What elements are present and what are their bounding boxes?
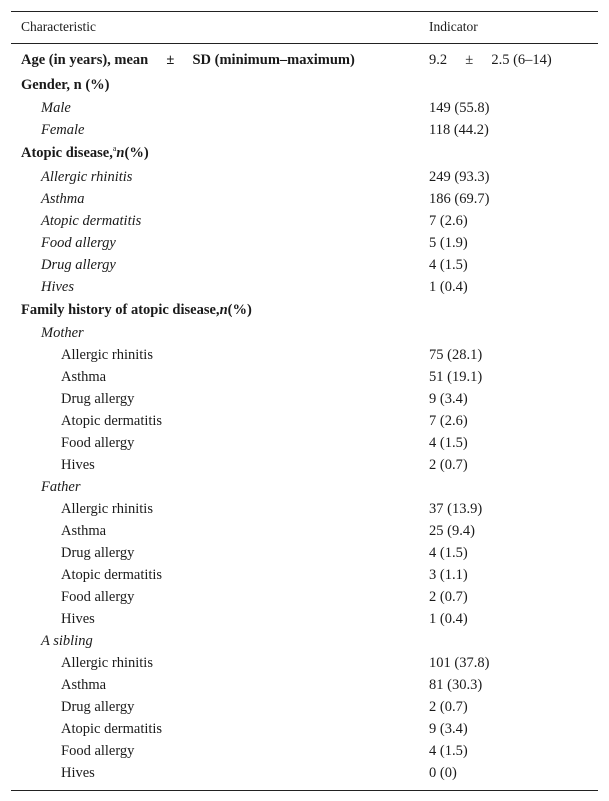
table-row: Food allergy 2 (0.7) [61,589,468,605]
table-row: Drug allergy 2 (0.7) [61,699,468,715]
table-row-gender-heading [11,73,598,98]
table-row: Asthma 81 (30.3) [61,677,483,693]
gender-label: Gender, n (%) [21,76,110,93]
table-row: Drug allergy 9 (3.4) [61,391,468,407]
table-row: Food allergy 4 (1.5) [61,743,468,759]
table-row: Food allergy 4 (1.5) [61,435,468,451]
table-row-mother-heading: Mother [41,325,84,341]
table-row: Allergic rhinitis 75 (28.1) [61,347,483,363]
table-row: Allergic rhinitis 101 (37.8) [61,655,490,671]
table-row: Asthma 186 (69.7) [41,190,490,207]
table-row: Allergic rhinitis 37 (13.9) [61,501,483,517]
family-label: Family history of atopic disease,n(%) [21,301,252,318]
table-row: Atopic dermatitis 9 (3.4) [61,721,468,737]
characteristics-table [11,11,598,791]
age-value: 9.2 ± 2.5 (6–14) [429,52,552,68]
table-row: Drug allergy 4 (1.5) [41,256,468,273]
header-indicator: Indicator [429,19,478,34]
table-row-age [11,48,598,73]
table-row-sibling-heading: A sibling [41,633,93,649]
table-row-family-heading [11,298,598,323]
table-row: Female 118 (44.2) [41,122,489,138]
header-characteristic: Characteristic [21,19,96,34]
table-row: Hives 1 (0.4) [41,278,468,295]
table-row-atopic-heading [11,141,598,166]
table-row: Drug allergy 4 (1.5) [61,545,468,561]
atopic-label: Atopic disease,$^a$n(%) [21,144,149,161]
table-header-row [11,12,598,44]
table-row: Food allergy 5 (1.9) [41,234,468,251]
age-label: Age (in years), mean ± SD (minimum–maximum) [21,52,355,68]
table-row-father-heading: Father [41,479,81,495]
table-row: Atopic dermatitis 3 (1.1) [61,567,468,583]
table-row: Male 149 (55.8) [41,100,490,116]
table-row: Asthma 51 (19.1) [61,369,483,385]
table-row: Hives 1 (0.4) [61,611,468,627]
table-row: Atopic dermatitis 7 (2.6) [61,413,468,429]
table-row: Hives 2 (0.7) [61,457,468,473]
table-row: Atopic dermatitis 7 (2.6) [41,212,468,229]
table-row: Asthma 25 (9.4) [61,523,475,539]
table-row: Hives 0 (0) [61,765,457,781]
table-row: Allergic rhinitis 249 (93.3) [41,168,490,185]
